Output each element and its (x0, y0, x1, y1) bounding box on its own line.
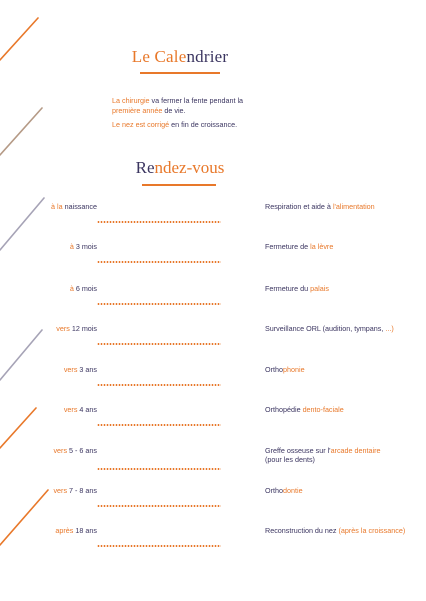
schedule-age: vers 7 - 8 ans (53, 486, 97, 495)
schedule-description: Orthodontie (265, 486, 303, 495)
schedule-row (0, 202, 426, 242)
intro-line-1-rest: va fermer la fente pendant la (149, 96, 244, 105)
schedule-description: Orthophonie (265, 365, 305, 374)
intro-line-1 (112, 96, 282, 106)
schedule-age: après 18 ans (55, 526, 97, 535)
schedule-row (0, 242, 426, 282)
schedule-row (0, 365, 426, 405)
page-title (0, 47, 360, 67)
dotted-separator (97, 424, 221, 426)
intro-line-3 (112, 120, 282, 130)
intro-text (112, 96, 282, 130)
schedule-description: Respiration et aide à l'alimentation (265, 202, 375, 211)
section-title-accent: ndez-vous (154, 158, 225, 177)
dotted-separator (97, 468, 221, 470)
dotted-separator (97, 261, 221, 263)
schedule-description: Fermeture de la lèvre (265, 242, 334, 251)
section-title (0, 158, 360, 178)
section-underline (142, 184, 216, 186)
stripe (0, 108, 42, 155)
schedule-age: vers 5 - 6 ans (53, 446, 97, 455)
schedule-age: vers 4 ans (63, 405, 97, 414)
intro-line-1-accent: La chirurgie (112, 96, 150, 105)
section-title-dark: Re (135, 158, 155, 177)
intro-line-2 (112, 106, 282, 116)
schedule-description: Fermeture du palais (265, 284, 329, 293)
schedule-description: Orthopédie dento-faciale (265, 405, 344, 414)
schedule-age: vers 12 mois (56, 324, 97, 333)
schedule-row (0, 526, 426, 566)
schedule-age: à la naissance (51, 202, 97, 211)
dotted-separator (97, 303, 221, 305)
schedule-age: vers 3 ans (63, 365, 97, 374)
dotted-separator (97, 505, 221, 507)
schedule-row (0, 324, 426, 364)
title-accent: Le Cale (131, 47, 187, 66)
schedule-row (0, 405, 426, 445)
schedule-description: Greffe osseuse sur l'arcade dentaire (pour les dents) (265, 446, 381, 464)
dotted-separator (97, 384, 221, 386)
intro-line-2-accent: première année (112, 106, 163, 115)
title-rest: ndrier (186, 47, 229, 66)
intro-line-3-accent: Le nez est corrigé (112, 120, 170, 129)
schedule-row (0, 284, 426, 324)
schedule-row (0, 486, 426, 526)
schedule-age: à 3 mois (69, 242, 97, 251)
dotted-separator (97, 343, 221, 345)
schedule-description: Reconstruction du nez (après la croissance) (265, 526, 406, 535)
dotted-separator (97, 221, 221, 223)
intro-line-3-rest: en fin de croissance. (169, 120, 238, 129)
intro-line-2-rest: de vie. (162, 106, 186, 115)
title-underline (140, 72, 220, 74)
schedule-age: à 6 mois (69, 284, 97, 293)
dotted-separator (97, 545, 221, 547)
schedule-row (0, 446, 426, 486)
schedule-description: Surveillance ORL (audition, tympans, ...) (265, 324, 394, 333)
